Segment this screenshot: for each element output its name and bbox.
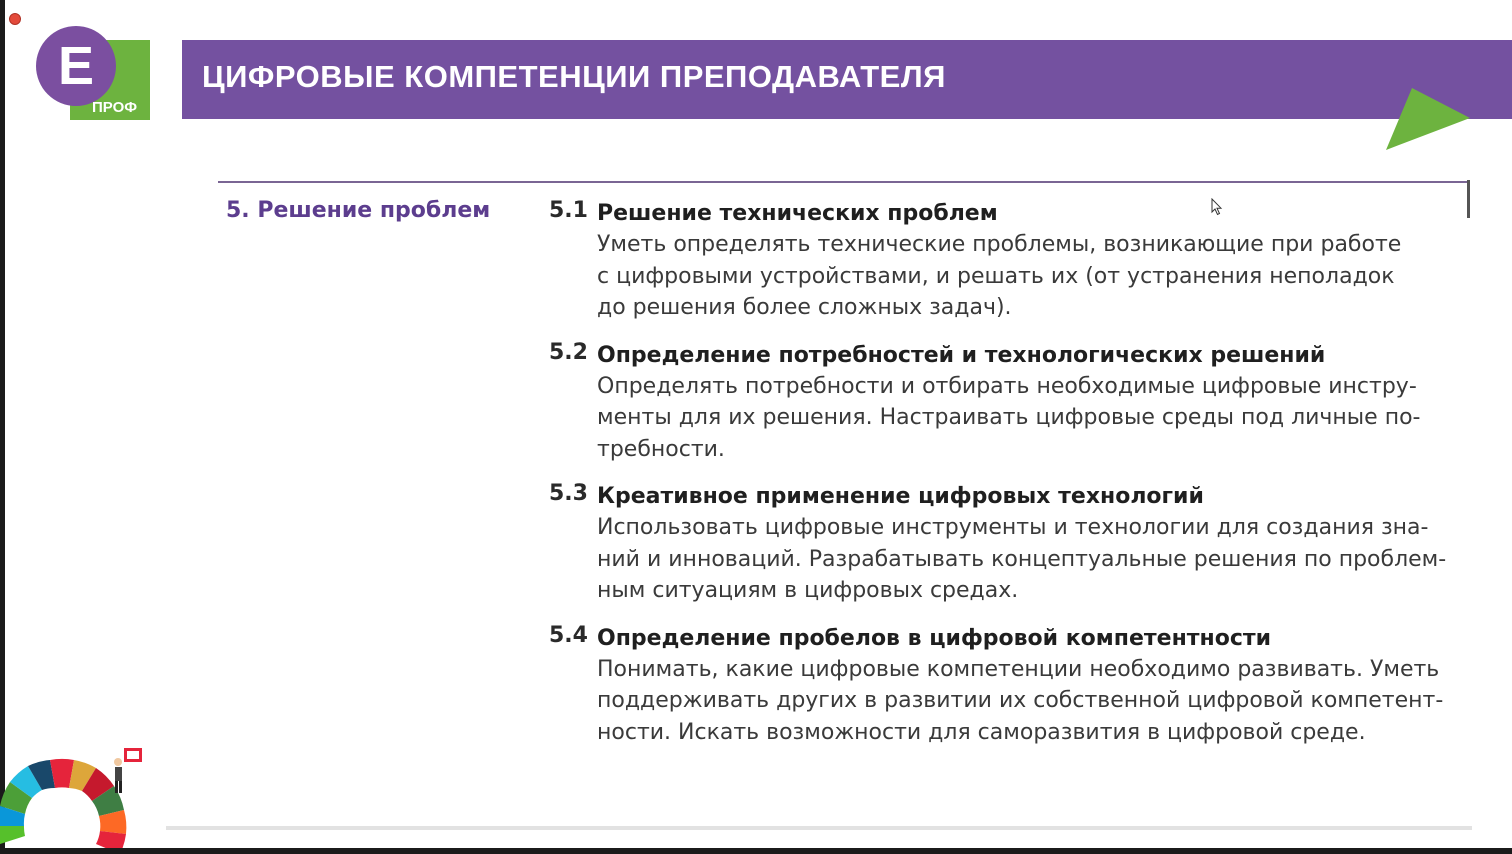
description-line: Уметь определять технические проблемы, возникающие при работе [597,232,1402,257]
competency-item [549,198,1479,324]
item-description [597,512,1479,607]
eprof-logo [36,26,152,122]
section-heading: 5. Решение проблем [226,198,491,223]
item-number: 5.4 [549,622,588,648]
description-line: ности. Искать возможности для саморазвития в цифровой среде. [597,719,1366,745]
item-number: 5.2 [549,339,588,365]
item-title: Определение потребностей и технологических решений [597,342,1326,368]
item-description [597,371,1479,466]
competency-item [549,623,1479,749]
description-line: Определять потребности и отбирать необходимые цифровые инстру- [597,373,1417,399]
window-frame-bottom [0,848,1512,854]
description-line: Понимать, какие цифровые компетенции необходимо развивать. Уметь [597,656,1440,682]
description-line: ным ситуациям в цифровых средах. [597,578,1019,603]
slide-title: ЦИФРОВЫЕ КОМПЕТЕНЦИИ ПРЕПОДАВАТЕЛЯ [202,59,946,94]
competency-list [549,198,1479,764]
green-arrow-icon [1386,88,1472,152]
footer-divider [166,826,1472,830]
logo-letter: E [36,26,116,106]
logo-subtitle: ПРОФ [92,99,138,116]
recording-indicator-icon [9,13,21,25]
description-line: Использовать цифровые инструменты и технологии для создания зна- [597,515,1429,540]
description-line: поддерживать других в развитии их собственной цифровой компетент- [597,688,1444,713]
item-number: 5.1 [549,198,588,223]
slide-header [182,40,1512,119]
description-line: до решения более сложных задач). [597,295,1012,320]
mascot-figure-icon [104,744,148,802]
item-description [597,654,1479,749]
item-title: Креативное применение цифровых технологий [597,484,1204,509]
window-frame-left [0,0,5,854]
item-title: Решение технических проблем [597,201,998,226]
competency-item [549,481,1479,607]
description-line: с цифровыми устройствами, и решать их (от устранения неполадок [597,263,1395,289]
item-title: Определение пробелов в цифровой компетентности [597,625,1272,651]
description-line: требности. [597,436,725,462]
competency-item [549,340,1479,466]
description-line: ний и инноваций. Разрабатывать концептуальные решения по проблем- [597,546,1447,572]
item-number: 5.3 [549,481,588,506]
description-line: менты для их решения. Настраивать цифровые среды под личные по- [597,405,1421,430]
section-divider [218,181,1470,183]
item-description [597,229,1479,324]
